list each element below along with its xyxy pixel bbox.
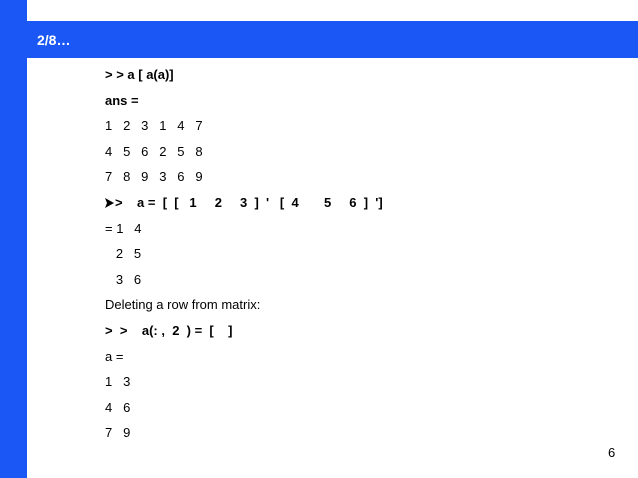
- matrix-row: 7 8 9 3 6 9: [105, 169, 203, 185]
- matrix-row: 4 6: [105, 399, 131, 415]
- command-line: > > a [ a(a)]: [105, 67, 174, 82]
- command-line: > > a(: , 2 ) = [ ]: [105, 322, 233, 338]
- bullet-command-text: > a = [ [ 1 2 3 ] ' [ 4 5 6 ] ']: [115, 194, 383, 210]
- matrix-row: 7 9: [105, 425, 131, 441]
- page-number: 6: [608, 445, 616, 460]
- matrix-row: = 1 4: [105, 220, 142, 236]
- matrix-row: 4 5 6 2 5 8: [105, 143, 203, 159]
- matrix-row: 3 6: [105, 271, 142, 287]
- matrix-row: 1 2 3 1 4 7: [105, 118, 203, 134]
- left-accent-bar: [0, 0, 27, 478]
- title-bar: [27, 21, 638, 58]
- output-label: ans =: [105, 92, 139, 108]
- slide-content: [105, 62, 605, 446]
- section-heading: Deleting a row from matrix:: [105, 297, 261, 313]
- arrow-bullet-icon: [105, 190, 115, 216]
- matrix-row: 1 3: [105, 374, 131, 390]
- bullet-command-line: [105, 190, 605, 216]
- output-label: a =: [105, 348, 124, 364]
- top-margin: [0, 0, 638, 21]
- slide-title: 2/8…: [37, 31, 71, 48]
- matrix-row: 2 5: [105, 246, 142, 262]
